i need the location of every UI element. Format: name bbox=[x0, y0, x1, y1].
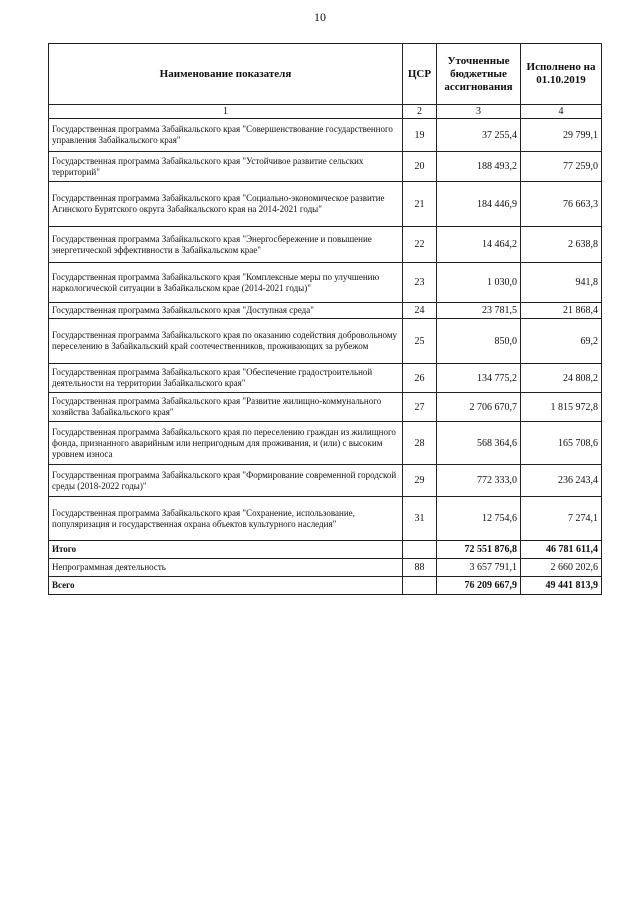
table-row bbox=[49, 303, 602, 319]
row-code: 24 bbox=[403, 303, 437, 319]
row-name: Государственная программа Забайкальского края "Энергосбережение и повышение энергетической эффективности в Забайкальском крае" bbox=[49, 227, 403, 263]
table-row bbox=[49, 263, 602, 303]
row-name: Государственная программа Забайкальского края "Совершенствование государственного управления Забайкальского края" bbox=[49, 119, 403, 152]
table-row bbox=[49, 364, 602, 393]
row-code: 28 bbox=[403, 422, 437, 465]
row-name: Государственная программа Забайкальского края по переселению граждан из жилищного фонда, признанного аварийным или непригодным для проживания, и (или) с высоким уровнем износа bbox=[49, 422, 403, 465]
row-planned: 850,0 bbox=[437, 319, 521, 364]
row-name: Государственная программа Забайкальского края "Формирование современной городской среды (2018-2022 годы)" bbox=[49, 465, 403, 497]
table-row bbox=[49, 182, 602, 227]
page-number: 10 bbox=[314, 10, 326, 24]
subtotal-code bbox=[403, 541, 437, 559]
row-executed: 165 708,6 bbox=[521, 422, 602, 465]
row-executed: 77 259,0 bbox=[521, 152, 602, 182]
header-name: Наименование показателя bbox=[49, 44, 403, 105]
row-executed: 236 243,4 bbox=[521, 465, 602, 497]
row-name: Государственная программа Забайкальского края "Комплексные меры по улучшению наркологической ситуации в Забайкальском крае (2014-2021 годы)" bbox=[49, 263, 403, 303]
table-row bbox=[49, 319, 602, 364]
total-code bbox=[403, 577, 437, 595]
total-name: Всего bbox=[49, 577, 403, 595]
row-executed: 24 808,2 bbox=[521, 364, 602, 393]
table-row bbox=[49, 497, 602, 541]
row-planned: 568 364,6 bbox=[437, 422, 521, 465]
non-program-code: 88 bbox=[403, 559, 437, 577]
row-code: 29 bbox=[403, 465, 437, 497]
table-row bbox=[49, 393, 602, 422]
row-executed: 941,8 bbox=[521, 263, 602, 303]
row-planned: 2 706 670,7 bbox=[437, 393, 521, 422]
row-executed: 76 663,3 bbox=[521, 182, 602, 227]
subtotal-planned: 72 551 876,8 bbox=[437, 541, 521, 559]
row-planned: 134 775,2 bbox=[437, 364, 521, 393]
row-executed: 69,2 bbox=[521, 319, 602, 364]
total-planned: 76 209 667,9 bbox=[437, 577, 521, 595]
column-number: 3 bbox=[437, 105, 521, 119]
row-code: 27 bbox=[403, 393, 437, 422]
row-planned: 1 030,0 bbox=[437, 263, 521, 303]
row-planned: 37 255,4 bbox=[437, 119, 521, 152]
row-code: 25 bbox=[403, 319, 437, 364]
header-executed: Исполнено на 01.10.2019 bbox=[521, 44, 602, 105]
header-code: ЦСР bbox=[403, 44, 437, 105]
row-name: Государственная программа Забайкальского края "Сохранение, использование, популяризация и государственная охрана объектов культурного наследия" bbox=[49, 497, 403, 541]
table-row bbox=[49, 119, 602, 152]
column-number: 1 bbox=[49, 105, 403, 119]
non-program-name: Непрограммная деятельность bbox=[49, 559, 403, 577]
table-row bbox=[49, 152, 602, 182]
row-code: 21 bbox=[403, 182, 437, 227]
non-program-row bbox=[49, 559, 602, 577]
column-number: 2 bbox=[403, 105, 437, 119]
row-name: Государственная программа Забайкальского края "Обеспечение градостроительной деятельности на территории Забайкальского края" bbox=[49, 364, 403, 393]
row-planned: 772 333,0 bbox=[437, 465, 521, 497]
row-code: 23 bbox=[403, 263, 437, 303]
column-number-row bbox=[49, 105, 602, 119]
row-code: 31 bbox=[403, 497, 437, 541]
table-row bbox=[49, 465, 602, 497]
subtotal-executed: 46 781 611,4 bbox=[521, 541, 602, 559]
row-executed: 2 638,8 bbox=[521, 227, 602, 263]
row-name: Государственная программа Забайкальского края "Социально-экономическое развитие Агинского Бурятского округа Забайкальского края на 2014-2021 годы" bbox=[49, 182, 403, 227]
row-code: 19 bbox=[403, 119, 437, 152]
row-planned: 184 446,9 bbox=[437, 182, 521, 227]
subtotal-name: Итого bbox=[49, 541, 403, 559]
row-code: 22 bbox=[403, 227, 437, 263]
subtotal-row bbox=[49, 541, 602, 559]
row-name: Государственная программа Забайкальского края "Доступная среда" bbox=[49, 303, 403, 319]
row-code: 26 bbox=[403, 364, 437, 393]
row-name: Государственная программа Забайкальского края "Развитие жилищно-коммунального хозяйства Забайкальского края" bbox=[49, 393, 403, 422]
non-program-executed: 2 660 202,6 bbox=[521, 559, 602, 577]
row-code: 20 bbox=[403, 152, 437, 182]
row-name: Государственная программа Забайкальского края "Устойчивое развитие сельских территорий" bbox=[49, 152, 403, 182]
row-name: Государственная программа Забайкальского края по оказанию содействия добровольному переселению в Забайкальский край соотечественников, проживающих за рубежом bbox=[49, 319, 403, 364]
row-planned: 14 464,2 bbox=[437, 227, 521, 263]
budget-table bbox=[48, 43, 602, 595]
row-executed: 7 274,1 bbox=[521, 497, 602, 541]
header-planned: Уточненные бюджетные ассигнования bbox=[437, 44, 521, 105]
table-row bbox=[49, 227, 602, 263]
total-row bbox=[49, 577, 602, 595]
row-planned: 23 781,5 bbox=[437, 303, 521, 319]
row-executed: 29 799,1 bbox=[521, 119, 602, 152]
row-planned: 188 493,2 bbox=[437, 152, 521, 182]
row-executed: 1 815 972,8 bbox=[521, 393, 602, 422]
table-header-row bbox=[49, 44, 602, 105]
table-row bbox=[49, 422, 602, 465]
total-executed: 49 441 813,9 bbox=[521, 577, 602, 595]
row-executed: 21 868,4 bbox=[521, 303, 602, 319]
non-program-planned: 3 657 791,1 bbox=[437, 559, 521, 577]
column-number: 4 bbox=[521, 105, 602, 119]
row-planned: 12 754,6 bbox=[437, 497, 521, 541]
